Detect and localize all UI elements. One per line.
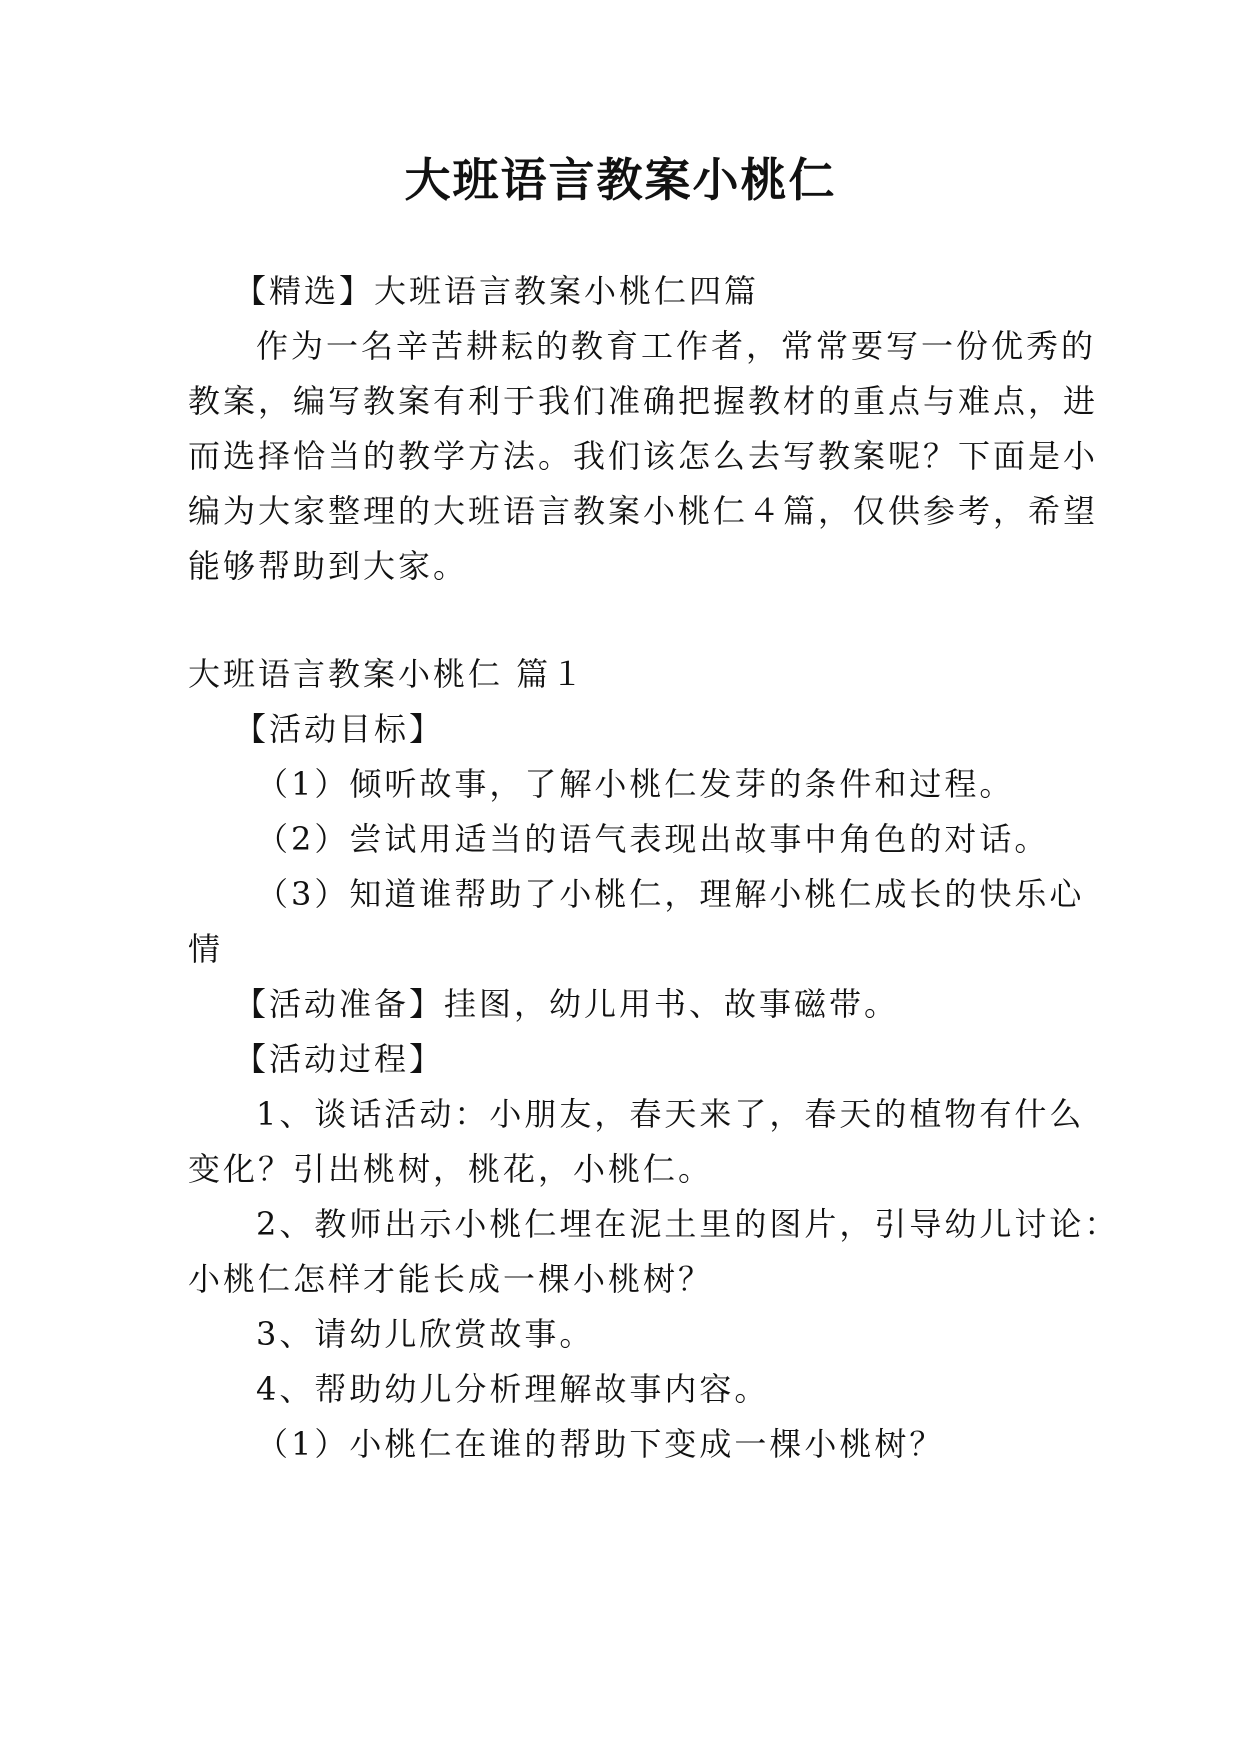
activity-process-heading: 【活动过程】 bbox=[234, 1040, 445, 1078]
goal-item-3: （3）知道谁帮助了小桃仁，理解小桃仁成长的快乐心 bbox=[256, 875, 1085, 913]
activity-goals-heading: 【活动目标】 bbox=[234, 710, 445, 748]
activity-prep: 【活动准备】挂图，幼儿用书、故事磁带。 bbox=[234, 985, 900, 1023]
intro-paragraph-line-5: 能够帮助到大家。 bbox=[188, 547, 469, 585]
intro-paragraph-line-4: 编为大家整理的大班语言教案小桃仁４篇，仅供参考，希望 bbox=[188, 492, 1099, 530]
goal-item-3-cont: 情 bbox=[188, 930, 224, 968]
intro-paragraph-line-3: 而选择恰当的教学方法。我们该怎么去写教案呢？下面是小 bbox=[188, 437, 1099, 475]
intro-paragraph-line-2: 教案，编写教案有利于我们准确把握教材的重点与难点，进 bbox=[188, 382, 1099, 420]
goal-item-1: （1）倾听故事，了解小桃仁发芽的条件和过程。 bbox=[256, 765, 1015, 803]
process-step-1: 1、谈话活动：小朋友，春天来了，春天的植物有什么 bbox=[256, 1095, 1085, 1133]
process-step-1-cont: 变化？引出桃树，桃花，小桃仁。 bbox=[188, 1150, 714, 1188]
process-step-2: 2、教师出示小桃仁埋在泥土里的图片，引导幼儿讨论： bbox=[256, 1205, 1120, 1243]
process-step-4: 4、帮助幼儿分析理解故事内容。 bbox=[256, 1370, 770, 1408]
goal-item-2: （2）尝试用适当的语气表现出故事中角色的对话。 bbox=[256, 820, 1050, 858]
process-step-2-cont: 小桃仁怎样才能长成一棵小桃树？ bbox=[188, 1260, 714, 1298]
intro-heading: 【精选】大班语言教案小桃仁四篇 bbox=[234, 272, 760, 310]
document-title: 大班语言教案小桃仁 bbox=[404, 153, 837, 207]
process-question-1: （1）小桃仁在谁的帮助下变成一棵小桃树？ bbox=[256, 1425, 945, 1463]
process-step-3: 3、请幼儿欣赏故事。 bbox=[256, 1315, 595, 1353]
intro-paragraph-line-1: 作为一名辛苦耕耘的教育工作者，常常要写一份优秀的 bbox=[256, 327, 1097, 365]
section-heading: 大班语言教案小桃仁 篇１ bbox=[188, 655, 587, 693]
